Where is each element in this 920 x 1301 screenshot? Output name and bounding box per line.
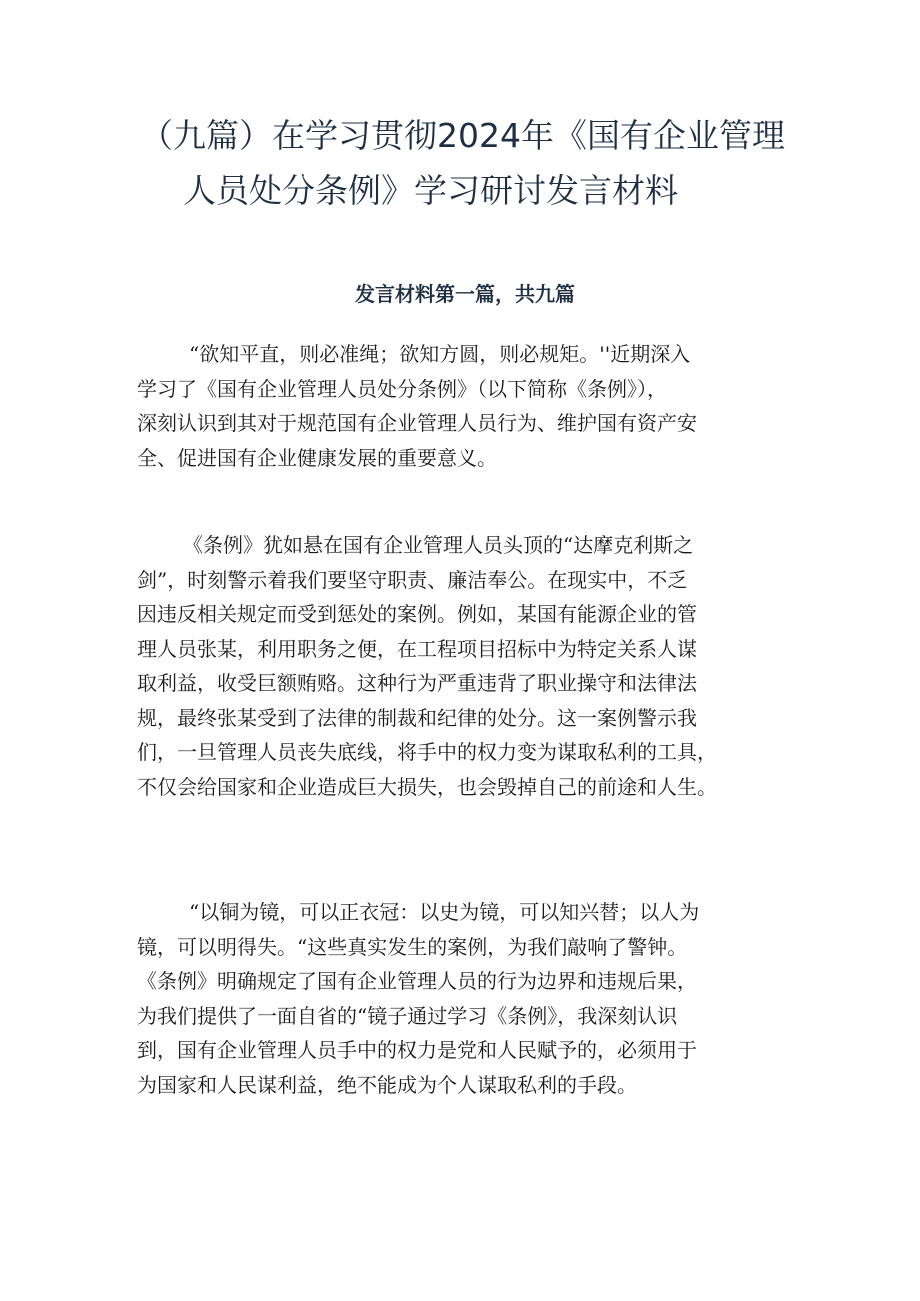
paragraph-line: 到，国有企业管理人员手中的权力是党和人民赋予的，必须用于 [137, 1038, 697, 1062]
paragraph-line: 《条例》犹如悬在国有企业管理人员头顶的“达摩克利斯之 [183, 533, 694, 557]
document-title [140, 108, 840, 218]
paragraph-line: “欲知平直，则必准绳；欲知方圆，则必规矩。''近期深入 [189, 342, 691, 366]
paragraph-line: 因违反相关规定而受到惩处的案例。例如，某国有能源企业的管 [137, 602, 697, 626]
paragraph-line: 不仅会给国家和企业造成巨大损失，也会毁掉自己的前途和人生。 [137, 774, 717, 799]
title-line-2: 人员处分条例》学习研讨发言材料 [183, 171, 678, 210]
paragraph-line: 理人员张某，利用职务之便，在工程项目招标中为特定关系人谋 [137, 636, 697, 661]
title-line-1: （九篇）在学习贯彻2024年《国有企业管理 [140, 116, 785, 155]
paragraph-line: 规，最终张某受到了法律的制裁和纪律的处分。这一案例警示我 [137, 705, 697, 730]
paragraph-1 [137, 337, 797, 475]
paragraph-line: “以铜为镜，可以正衣冠：以史为镜，可以知兴替；以人为 [189, 900, 700, 924]
paragraph-line: 们，一旦管理人员丧失底线，将手中的权力变为谋取私利的工具， [137, 740, 717, 764]
paragraph-line: 为国家和人民谋利益，绝不能成为个人谋取私利的手段。 [137, 1072, 637, 1097]
paragraph-line: 学习了《国有企业管理人员处分条例》（以下简称《条例》）， [137, 376, 667, 401]
paragraph-line: 为我们提供了一面自省的“镜子通过学习《条例》，我深刻认识 [137, 1003, 678, 1028]
paragraph-3 [137, 895, 797, 1102]
paragraph-line: 《条例》明确规定了国有企业管理人员的行为边界和违规后果， [137, 969, 697, 993]
paragraph-2 [137, 528, 797, 804]
paragraph-line: 取利益，收受巨额贿赂。这种行为严重违背了职业操守和法律法 [137, 671, 697, 695]
paragraph-line: 全、促进国有企业健康发展的重要意义。 [137, 445, 497, 470]
paragraph-line: 深刻认识到其对于规范国有企业管理人员行为、维护国有资产安 [137, 411, 697, 435]
section-subtitle: 发言材料第一篇，共九篇 [355, 282, 575, 306]
paragraph-line: 镜，可以明得失。“这些真实发生的案例，为我们敲响了警钟。 [137, 934, 688, 959]
paragraph-line: 剑”，时刻警示着我们要坚守职责、廉洁奉公。在现实中，不乏 [137, 567, 688, 592]
